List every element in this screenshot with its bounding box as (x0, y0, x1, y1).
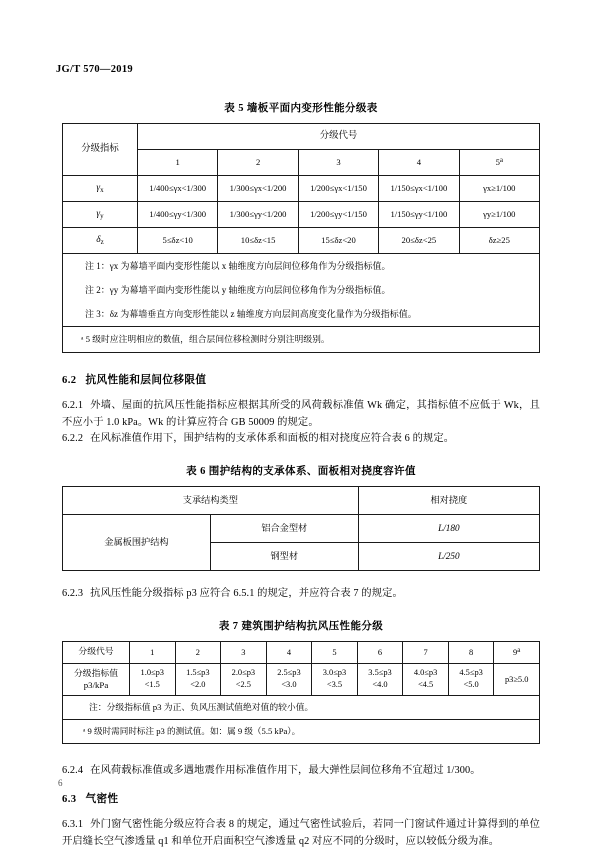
clause-6-2-2 (62, 431, 540, 448)
clause-6-2-1 (62, 398, 540, 431)
table7-grade: 5 (312, 641, 358, 663)
table6-header-type: 支承结构类型 (63, 487, 359, 515)
table7-grade-9: 9$^a$ (494, 641, 540, 663)
section-number-6-3: 6.3 (62, 793, 77, 805)
table5-cell: 10≤δz<15 (218, 228, 298, 254)
table5-cell: 1/400≤γx<1/300 (138, 176, 218, 202)
table5-grade-2: 2 (218, 150, 298, 176)
table7-note: 注：分级指标值 p3 为正、负风压测试值绝对值的较小值。 (63, 696, 540, 720)
section-title-6-2: 抗风性能和层间位移限值 (85, 375, 207, 386)
clause-6-3-1 (62, 817, 540, 850)
table7-grade: 7 (403, 641, 449, 663)
table7-note-row (63, 696, 540, 720)
page-number: 6 (58, 778, 63, 788)
table5-rowlabel-gamma-x: $\gamma_x$ (63, 176, 138, 202)
table5-cell: 1/150≤γy<1/100 (379, 202, 459, 228)
clause-text-6-3-1: 外门窗气密性能分级应符合表 8 的规定，通过气密性试验后，若同一门窗试件通过计算得到的单位开启缝长空气渗透量 q1 和单位开启面积空气渗透量 q2 对应不同的分级时，应以较低分级为准。 (62, 818, 540, 847)
table7-row1-label: 分级代号 (63, 641, 130, 663)
table5-grade-3: 3 (298, 150, 378, 176)
clause-number-6-2-1: 6.2.1 (62, 400, 84, 411)
table-row (63, 228, 540, 254)
clause-6-2-3 (62, 586, 540, 603)
table7-grade: 1 (130, 641, 176, 663)
table5-footnote: ᵃ 5 级时应注明相应的数值，组合层间位移检测时分别注明级别。 (63, 327, 540, 353)
table7-footnote: ᵃ 9 级时需同时标注 p3 的测试值。如：属 9 级（5.5 kPa）。 (63, 720, 540, 744)
table5-cell: 1/150≤γx<1/100 (379, 176, 459, 202)
table7-header-row (63, 641, 540, 663)
table5-group-header: 分级代号 (138, 124, 540, 150)
table7-grade: 8 (448, 641, 494, 663)
table6-group-label: 金属板围护结构 (63, 515, 211, 571)
table7-grade: 4 (266, 641, 312, 663)
clause-6-2-4 (62, 763, 540, 780)
section-heading-6-2 (62, 372, 540, 387)
clause-number-6-2-3: 6.2.3 (62, 588, 84, 600)
clause-number-6-2-2: 6.2.2 (62, 433, 84, 445)
table6-cell-type: 钢型材 (210, 543, 358, 571)
table7-cell: p3≥5.0 (494, 663, 540, 696)
section-heading-6-3 (62, 791, 540, 806)
table5-row-label-header: 分级指标 (63, 124, 138, 176)
table-row (63, 202, 540, 228)
table5-cell: 15≤δz<20 (298, 228, 378, 254)
section-number-6-2: 6.2 (62, 375, 77, 386)
table5-cell: 1/200≤γx<1/150 (298, 176, 378, 202)
clause-text-6-2-1: 外墙、屋面的抗风压性能指标应根据其所受的风荷载标准值 Wk 确定，其指标值不应低于 Wk，且不应小于 1.0 kPa。Wk 的计算应符合 GB 50009 的规定。 (62, 400, 540, 428)
clause-number-6-2-4: 6.2.4 (62, 765, 84, 777)
table5-grade-5: 5$^a$ (459, 150, 539, 176)
table7-cell: 2.0≤p3 <2.5 (221, 663, 267, 696)
table5-note-1: 注 1：γx 为幕墙平面内变形性能以 x 轴维度方向层间位移角作为分级指标值。 (63, 254, 540, 279)
table5-cell: 1/400≤γy<1/300 (138, 202, 218, 228)
table7-cell: 1.0≤p3 <1.5 (130, 663, 176, 696)
table6-cell-deflection: L/250 (358, 543, 539, 571)
page-content (62, 100, 540, 850)
table7-cell: 3.0≤p3 <3.5 (312, 663, 358, 696)
table5-cell: 5≤δz<10 (138, 228, 218, 254)
table6-cell-type: 铝合金型材 (210, 515, 358, 543)
table6-title: 表 6 围护结构的支承体系、面板相对挠度容许值 (186, 466, 416, 478)
table5-cell: 1/200≤γy<1/150 (298, 202, 378, 228)
table5-note-3: 注 3：δz 为幕墙垂直方向变形性能以 z 轴维度方向层间高度变化量作为分级指标值。 (63, 302, 540, 327)
table5-note-row (63, 254, 540, 279)
clause-text-6-2-2: 在风标准值作用下，围护结构的支承体系和面板的相对挠度应符合表 6 的规定。 (90, 433, 455, 445)
table6-header-deflection: 相对挠度 (358, 487, 539, 515)
table7-footnote-row (63, 720, 540, 744)
table5-cell: γx≥1/100 (459, 176, 539, 202)
table7-cell: 4.5≤p3 <5.0 (448, 663, 494, 696)
table5-cell: δz≥25 (459, 228, 539, 254)
table5-title: 表 5 墙板平面内变形性能分级表 (224, 103, 378, 114)
table5-rowlabel-delta-z: $\delta_z$ (63, 228, 138, 254)
table7-grade: 2 (175, 641, 221, 663)
table5-cell: 20≤δz<25 (379, 228, 459, 254)
section-title-6-3: 气密性 (85, 793, 119, 805)
clause-text-6-2-4: 在风荷载标准值或多遇地震作用标准值作用下，最大弹性层间位移角不宜超过 1/300。 (90, 765, 481, 777)
table5-grade-1: 1 (138, 150, 218, 176)
table7-cell: 1.5≤p3 <2.0 (175, 663, 221, 696)
table5-header-row-1 (63, 124, 540, 150)
table5-note-2: 注 2：γy 为幕墙平面内变形性能以 y 轴维度方向层间位移角作为分级指标值。 (63, 278, 540, 302)
table-row (63, 663, 540, 696)
table7-cell: 3.5≤p3 <4.0 (357, 663, 403, 696)
table7 (62, 641, 540, 745)
table7-title: 表 7 建筑围护结构抗风压性能分级 (218, 620, 384, 632)
table5-rowlabel-gamma-y: $\gamma_y$ (63, 202, 138, 228)
page-header-standard-code: JG/T 570—2019 (56, 64, 133, 75)
table5-cell: γy≥1/100 (459, 202, 539, 228)
table7-cell: 2.5≤p3 <3.0 (266, 663, 312, 696)
table5-note-row (63, 278, 540, 302)
table5-footnote-row (63, 327, 540, 353)
table6-header-row (63, 487, 540, 515)
table5 (62, 123, 540, 353)
table7-grade: 3 (221, 641, 267, 663)
table5-cell: 1/300≤γx<1/200 (218, 176, 298, 202)
table6 (62, 486, 540, 571)
table5-note-row (63, 302, 540, 327)
table6-cell-deflection: L/180 (358, 515, 539, 543)
table-row (63, 515, 540, 543)
clause-number-6-3-1: 6.3.1 (62, 818, 84, 830)
table7-row2-label: 分级指标值 p3/kPa (63, 663, 130, 696)
table5-cell: 1/300≤γy<1/200 (218, 202, 298, 228)
table7-cell: 4.0≤p3 <4.5 (403, 663, 449, 696)
table5-grade-4: 4 (379, 150, 459, 176)
table7-grade: 6 (357, 641, 403, 663)
clause-text-6-2-3: 抗风压性能分级指标 p3 应符合 6.5.1 的规定，并应符合表 7 的规定。 (90, 588, 403, 600)
table-row (63, 176, 540, 202)
